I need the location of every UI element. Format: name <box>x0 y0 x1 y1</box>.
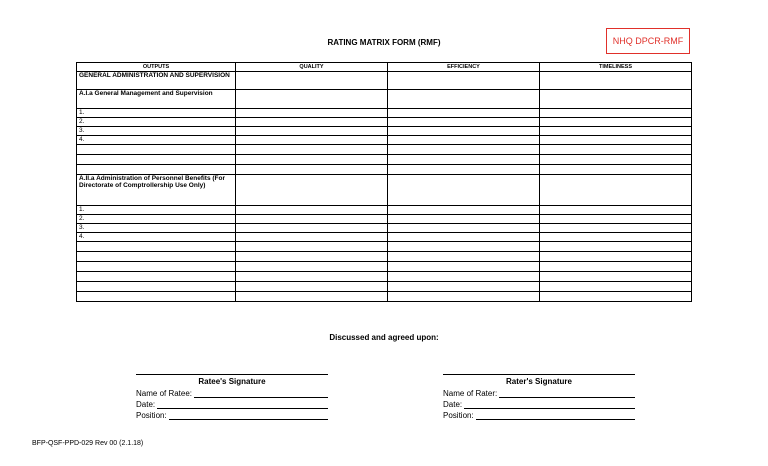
efficiency-cell[interactable] <box>388 233 540 242</box>
quality-cell[interactable] <box>236 215 388 224</box>
table-row <box>77 175 692 206</box>
quality-cell[interactable] <box>236 262 388 272</box>
rater-name-field[interactable] <box>499 389 635 398</box>
efficiency-cell[interactable] <box>388 242 540 252</box>
efficiency-cell[interactable] <box>388 292 540 302</box>
table-row <box>77 233 692 242</box>
ratee-date-field[interactable] <box>157 400 328 409</box>
timeliness-cell[interactable] <box>540 165 692 175</box>
efficiency-cell[interactable] <box>388 175 540 206</box>
table-row <box>77 109 692 118</box>
quality-cell[interactable] <box>236 282 388 292</box>
efficiency-cell[interactable] <box>388 145 540 155</box>
outputs-cell[interactable] <box>77 155 236 165</box>
outputs-cell[interactable] <box>77 282 236 292</box>
efficiency-cell[interactable] <box>388 282 540 292</box>
quality-cell[interactable] <box>236 272 388 282</box>
timeliness-cell[interactable] <box>540 252 692 262</box>
quality-cell[interactable] <box>236 72 388 90</box>
form-reference-footer: BFP-QSF-PPD-029 Rev 00 (2.1.18) <box>32 440 144 447</box>
table-row <box>77 282 692 292</box>
table-header-row <box>77 63 692 72</box>
table-row <box>77 136 692 145</box>
quality-cell[interactable] <box>236 145 388 155</box>
timeliness-cell[interactable] <box>540 118 692 127</box>
timeliness-cell[interactable] <box>540 175 692 206</box>
outputs-cell[interactable]: 4. <box>77 233 236 242</box>
ratee-signature-line[interactable] <box>136 374 328 375</box>
outputs-cell[interactable] <box>77 165 236 175</box>
timeliness-cell[interactable] <box>540 72 692 90</box>
timeliness-cell[interactable] <box>540 282 692 292</box>
ratee-signature-heading: Ratee's Signature <box>198 377 266 386</box>
outputs-cell[interactable]: 1. <box>77 109 236 118</box>
quality-cell[interactable] <box>236 127 388 136</box>
ratee-date-label: Date: <box>136 400 156 409</box>
timeliness-cell[interactable] <box>540 155 692 165</box>
outputs-cell[interactable]: 4. <box>77 136 236 145</box>
outputs-cell[interactable] <box>77 145 236 155</box>
timeliness-cell[interactable] <box>540 215 692 224</box>
rater-signature-block <box>443 374 635 420</box>
efficiency-cell[interactable] <box>388 165 540 175</box>
quality-cell[interactable] <box>236 90 388 109</box>
efficiency-cell[interactable] <box>388 109 540 118</box>
quality-cell[interactable] <box>236 155 388 165</box>
table-row <box>77 224 692 233</box>
ratee-signature-block <box>136 374 328 420</box>
quality-cell[interactable] <box>236 292 388 302</box>
timeliness-cell[interactable] <box>540 109 692 118</box>
form-code-stamp: NHQ DPCR-RMF <box>606 28 690 54</box>
ratee-name-label: Name of Ratee: <box>136 389 193 398</box>
efficiency-cell[interactable] <box>388 155 540 165</box>
header-efficiency: EFFICIENCY <box>388 63 540 72</box>
table-row <box>77 165 692 175</box>
rater-date-field[interactable] <box>464 400 635 409</box>
outputs-cell[interactable] <box>77 242 236 252</box>
table-row <box>77 292 692 302</box>
table-row <box>77 252 692 262</box>
ratee-position-field[interactable] <box>169 411 328 420</box>
table-row <box>77 127 692 136</box>
outputs-cell[interactable] <box>77 252 236 262</box>
quality-cell[interactable] <box>236 118 388 127</box>
agreement-text: Discussed and agreed upon: <box>329 333 439 342</box>
outputs-cell[interactable]: 3. <box>77 127 236 136</box>
timeliness-cell[interactable] <box>540 272 692 282</box>
outputs-cell[interactable]: A.I.a General Management and Supervision <box>77 90 236 109</box>
efficiency-cell[interactable] <box>388 215 540 224</box>
outputs-cell[interactable]: GENERAL ADMINISTRATION AND SUPERVISION <box>77 72 236 90</box>
header-quality: QUALITY <box>236 63 388 72</box>
quality-cell[interactable] <box>236 136 388 145</box>
quality-cell[interactable] <box>236 252 388 262</box>
rater-position-label: Position: <box>443 411 474 420</box>
timeliness-cell[interactable] <box>540 206 692 215</box>
table-row <box>77 72 692 90</box>
efficiency-cell[interactable] <box>388 72 540 90</box>
rater-position-field[interactable] <box>476 411 635 420</box>
table-row <box>77 90 692 109</box>
outputs-cell[interactable] <box>77 262 236 272</box>
outputs-cell[interactable] <box>77 292 236 302</box>
timeliness-cell[interactable] <box>540 90 692 109</box>
form-title: RATING MATRIX FORM (RMF) <box>327 38 441 47</box>
timeliness-cell[interactable] <box>540 292 692 302</box>
timeliness-cell[interactable] <box>540 145 692 155</box>
efficiency-cell[interactable] <box>388 118 540 127</box>
table-row <box>77 242 692 252</box>
header-outputs: OUTPUTS <box>77 63 236 72</box>
efficiency-cell[interactable] <box>388 252 540 262</box>
timeliness-cell[interactable] <box>540 242 692 252</box>
quality-cell[interactable] <box>236 242 388 252</box>
efficiency-cell[interactable] <box>388 224 540 233</box>
header-timeliness: TIMELINESS <box>540 63 692 72</box>
quality-cell[interactable] <box>236 206 388 215</box>
efficiency-cell[interactable] <box>388 127 540 136</box>
quality-cell[interactable] <box>236 224 388 233</box>
quality-cell[interactable] <box>236 233 388 242</box>
rating-matrix-table <box>76 62 692 302</box>
timeliness-cell[interactable] <box>540 224 692 233</box>
timeliness-cell[interactable] <box>540 127 692 136</box>
table-row <box>77 215 692 224</box>
rater-date-label: Date: <box>443 400 463 409</box>
rater-signature-line[interactable] <box>443 374 635 375</box>
outputs-cell[interactable]: 2. <box>77 215 236 224</box>
rater-signature-heading: Rater's Signature <box>506 377 572 386</box>
table-row <box>77 272 692 282</box>
table-row <box>77 155 692 165</box>
table-row <box>77 118 692 127</box>
timeliness-cell[interactable] <box>540 262 692 272</box>
efficiency-cell[interactable] <box>388 90 540 109</box>
efficiency-cell[interactable] <box>388 272 540 282</box>
timeliness-cell[interactable] <box>540 136 692 145</box>
outputs-cell[interactable]: 3. <box>77 224 236 233</box>
outputs-cell[interactable]: 1. <box>77 206 236 215</box>
quality-cell[interactable] <box>236 175 388 206</box>
efficiency-cell[interactable] <box>388 262 540 272</box>
outputs-cell[interactable]: 2. <box>77 118 236 127</box>
quality-cell[interactable] <box>236 165 388 175</box>
outputs-cell[interactable]: A.II.a Administration of Personnel Benefits (For Directorate of Comptrollership Use Only) <box>77 175 236 206</box>
table-row <box>77 145 692 155</box>
table-row <box>77 206 692 215</box>
timeliness-cell[interactable] <box>540 233 692 242</box>
quality-cell[interactable] <box>236 109 388 118</box>
rater-name-label: Name of Rater: <box>443 389 498 398</box>
table-row <box>77 262 692 272</box>
efficiency-cell[interactable] <box>388 206 540 215</box>
ratee-name-field[interactable] <box>194 389 328 398</box>
efficiency-cell[interactable] <box>388 136 540 145</box>
ratee-position-label: Position: <box>136 411 167 420</box>
outputs-cell[interactable] <box>77 272 236 282</box>
